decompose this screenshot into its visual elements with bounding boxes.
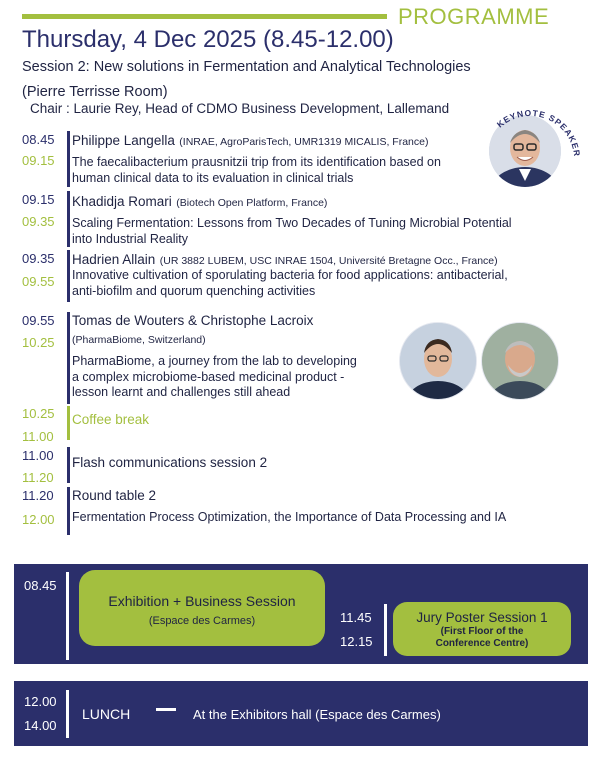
flash-start: 11.00: [22, 448, 54, 463]
talk-1-affiliation: (INRAE, AgroParisTech, UMR1319 MICALIS, France): [179, 136, 429, 148]
coffee-start: 10.25: [22, 406, 55, 421]
round-description: Fermentation Process Optimization, the Importance of Data Processing and IA: [72, 510, 507, 524]
svg-text:KEYNOTE SPEAKER: [495, 108, 582, 158]
exhibition-time: 08.45: [24, 578, 57, 593]
talk-1-title: [72, 155, 441, 186]
talk-3-title: [72, 268, 508, 299]
round-end: 12.00: [22, 512, 55, 527]
flash-end: 11.20: [22, 470, 54, 485]
talk-4-title: [72, 354, 394, 401]
jury-place: [393, 626, 571, 650]
speaker-photo-de-wouters: [399, 322, 477, 400]
keynote-speaker-badge: [482, 100, 592, 210]
talk-2-title-line-1: Scaling Fermentation: Lessons from Two Decades of Tuning Microbial Potential: [72, 216, 512, 230]
talk-4-title-line-1: PharmaBiome, a journey from the lab to developing: [72, 354, 357, 368]
talk-1-rule: [67, 131, 70, 187]
flash-rule: [67, 447, 70, 483]
exhibition-rule: [66, 572, 69, 660]
lunch-place: At the Exhibitors hall (Espace des Carmes): [193, 707, 441, 722]
exhibition-place: (Espace des Carmes): [148, 615, 256, 627]
coffee-end: 11.00: [22, 429, 54, 444]
lunch-end: 14.00: [24, 718, 57, 733]
session-title: [22, 55, 562, 105]
programme-label: PROGRAMME: [398, 4, 550, 29]
talk-2-end: 09.35: [22, 214, 55, 229]
talk-4-affiliation: (PharmaBiome, Switzerland): [72, 334, 206, 346]
talk-3-name: Hadrien Allain: [72, 252, 156, 267]
talk-1-start: 08.45: [22, 132, 55, 147]
round-rule: [67, 487, 70, 535]
lunch-rule: [66, 690, 69, 738]
talk-2-title: [72, 216, 512, 247]
talk-3-rule: [67, 250, 70, 302]
chair-line: Chair : Laurie Rey, Head of CDMO Business Development, Lallemand: [30, 101, 450, 116]
talk-1-name: Philippe Langella: [72, 133, 175, 148]
day-title: Thursday, 4 Dec 2025 (8.45-12.00): [22, 26, 394, 53]
talk-4-name: Tomas de Wouters & Christophe Lacroix: [72, 313, 314, 328]
keynote-label: KEYNOTE SPEAKER: [494, 107, 583, 158]
session-line-2: (Pierre Terrisse Room): [22, 84, 168, 100]
lunch-start: 12.00: [24, 694, 57, 709]
jury-start: 11.45: [340, 610, 372, 625]
talk-4-title-line-3: lesson learnt and challenges still ahead: [72, 385, 291, 399]
talk-3-affiliation: (UR 3882 LUBEM, USC INRAE 1504, Université Bretagne Occ., France): [159, 255, 498, 267]
talk-2-affiliation: (Biotech Open Platform, France): [176, 197, 328, 209]
talk-2-speaker: [72, 193, 327, 211]
talk-4-title-line-2: a complex microbiome-based medicinal product -: [72, 369, 345, 384]
flash-label: Flash communications session 2: [72, 455, 268, 470]
lunch-dash: [156, 708, 176, 711]
exhibition-box: [79, 570, 325, 646]
talk-2-name: Khadidja Romari: [72, 194, 172, 209]
lunch-label: LUNCH: [82, 706, 131, 722]
jury-end: 12.15: [340, 634, 373, 649]
talk-4-end: 10.25: [22, 335, 55, 350]
talk-3-title-line-1: Innovative cultivation of sporulating bacteria for food applications: antibacterial,: [72, 268, 508, 282]
speaker-photo-lacroix: [481, 322, 559, 400]
talk-3-end: 09.55: [22, 274, 55, 289]
talk-1-title-line-1: The faecalibacterium prausnitzii trip from its identification based on: [72, 155, 441, 169]
round-start: 11.20: [22, 488, 54, 503]
coffee-rule: [67, 406, 70, 440]
exhibition-title: Exhibition + Business Session: [108, 593, 296, 609]
talk-2-start: 09.15: [22, 192, 55, 207]
jury-rule: [384, 604, 387, 656]
header-rule: [22, 14, 387, 19]
talk-1-speaker: [72, 132, 428, 150]
talk-2-rule: [67, 191, 70, 247]
jury-title: Jury Poster Session 1: [416, 610, 548, 625]
talk-1-title-line-2: human clinical data to its evaluation in clinical trials: [72, 170, 354, 185]
talk-2-title-line-2: into Industrial Reality: [72, 231, 189, 246]
talk-3-start: 09.35: [22, 251, 55, 266]
talk-1-end: 09.15: [22, 153, 55, 168]
coffee-label: Coffee break: [72, 412, 150, 427]
round-label: Round table 2: [72, 488, 157, 503]
talk-4-rule: [67, 312, 70, 404]
jury-box: [393, 602, 571, 656]
jury-place-line-1: (First Floor of the: [440, 626, 524, 637]
talk-3-speaker: [72, 251, 498, 269]
jury-place-line-2: Conference Centre): [435, 638, 529, 649]
talk-4-start: 09.55: [22, 313, 55, 328]
session-line-1: Session 2: New solutions in Fermentation and Analytical Technologies: [22, 59, 471, 75]
talk-3-title-line-2: anti-biofilm and quorum quenching activities: [72, 283, 316, 298]
